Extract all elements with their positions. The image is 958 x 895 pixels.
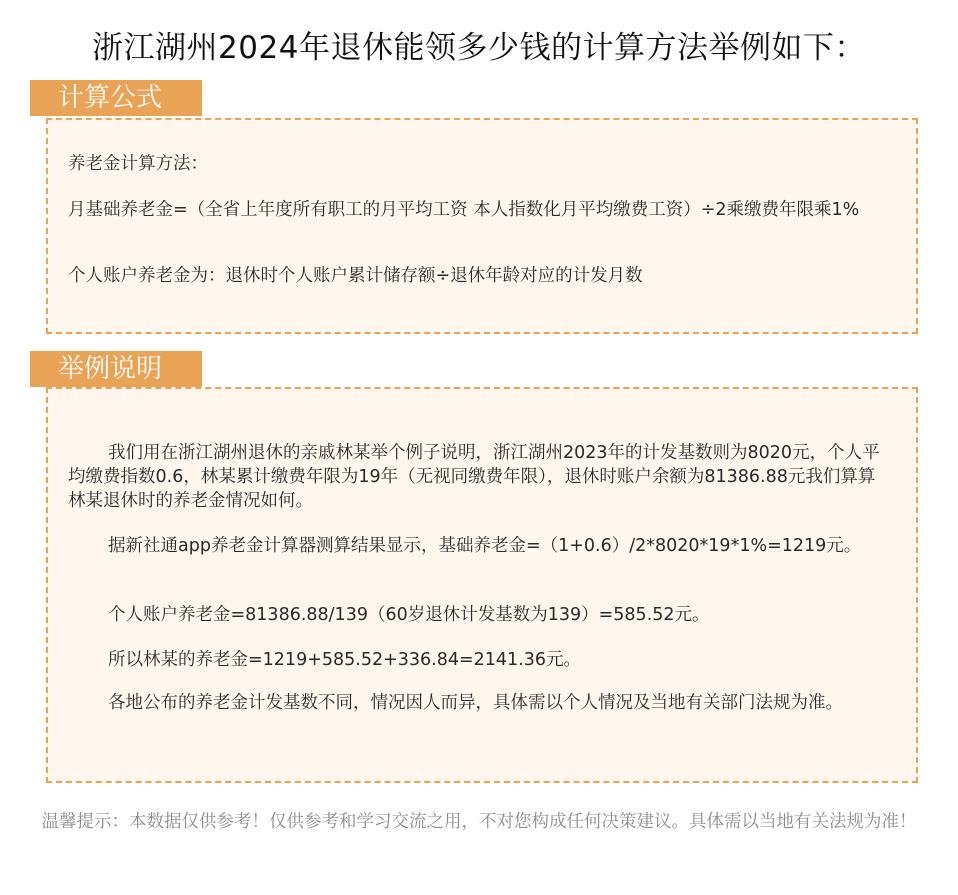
formula-section-tab: 计算公式 — [30, 80, 202, 116]
formula-line-3: 个人账户养老金为：退休时个人账户累计储存额÷退休年龄对应的计发月数 — [68, 266, 643, 286]
formula-box — [46, 118, 918, 334]
example-paragraph-5: 各地公布的养老金计发基数不同，情况因人而异，具体需以个人情况及当地有关部门法规为准。 — [108, 693, 843, 713]
example-paragraph-4: 所以林某的养老金=1219+585.52+336.84=2141.36元。 — [108, 650, 582, 670]
formula-line-1: 养老金计算方法： — [68, 154, 208, 174]
example-paragraph-3: 个人账户养老金=81386.88/139（60岁退休计发基数为139）=585.52元。 — [108, 605, 710, 625]
formula-line-2: 月基础养老金=（全省上年度所有职工的月平均工资 本人指数化月平均缴费工资）÷2乘缴费年限乘1% — [68, 200, 860, 220]
example-section-tab: 举例说明 — [30, 351, 202, 387]
example-paragraph-1: 我们用在浙江湖州退休的亲戚林某举个例子说明，浙江湖州2023年的计发基数则为8020元，个人平均缴费指数0.6，林某累计缴费年限为19年（无视同缴费年限），退休时账户余额为81386.88元我们算算林某退休时的养老金情况如何。 — [68, 443, 880, 511]
footer-disclaimer: 温馨提示：本数据仅供参考！仅供参考和学习交流之用，不对您构成任何决策建议。具体需以当地有关法规为准！ — [41, 812, 917, 832]
page-title: 浙江湖州2024年退休能领多少钱的计算方法举例如下： — [92, 30, 866, 66]
example-paragraph-2: 据新社通app养老金计算器测算结果显示，基础养老金=（1+0.6）/2*8020*19*1%=1219元。 — [108, 536, 862, 556]
example-box — [46, 387, 918, 783]
